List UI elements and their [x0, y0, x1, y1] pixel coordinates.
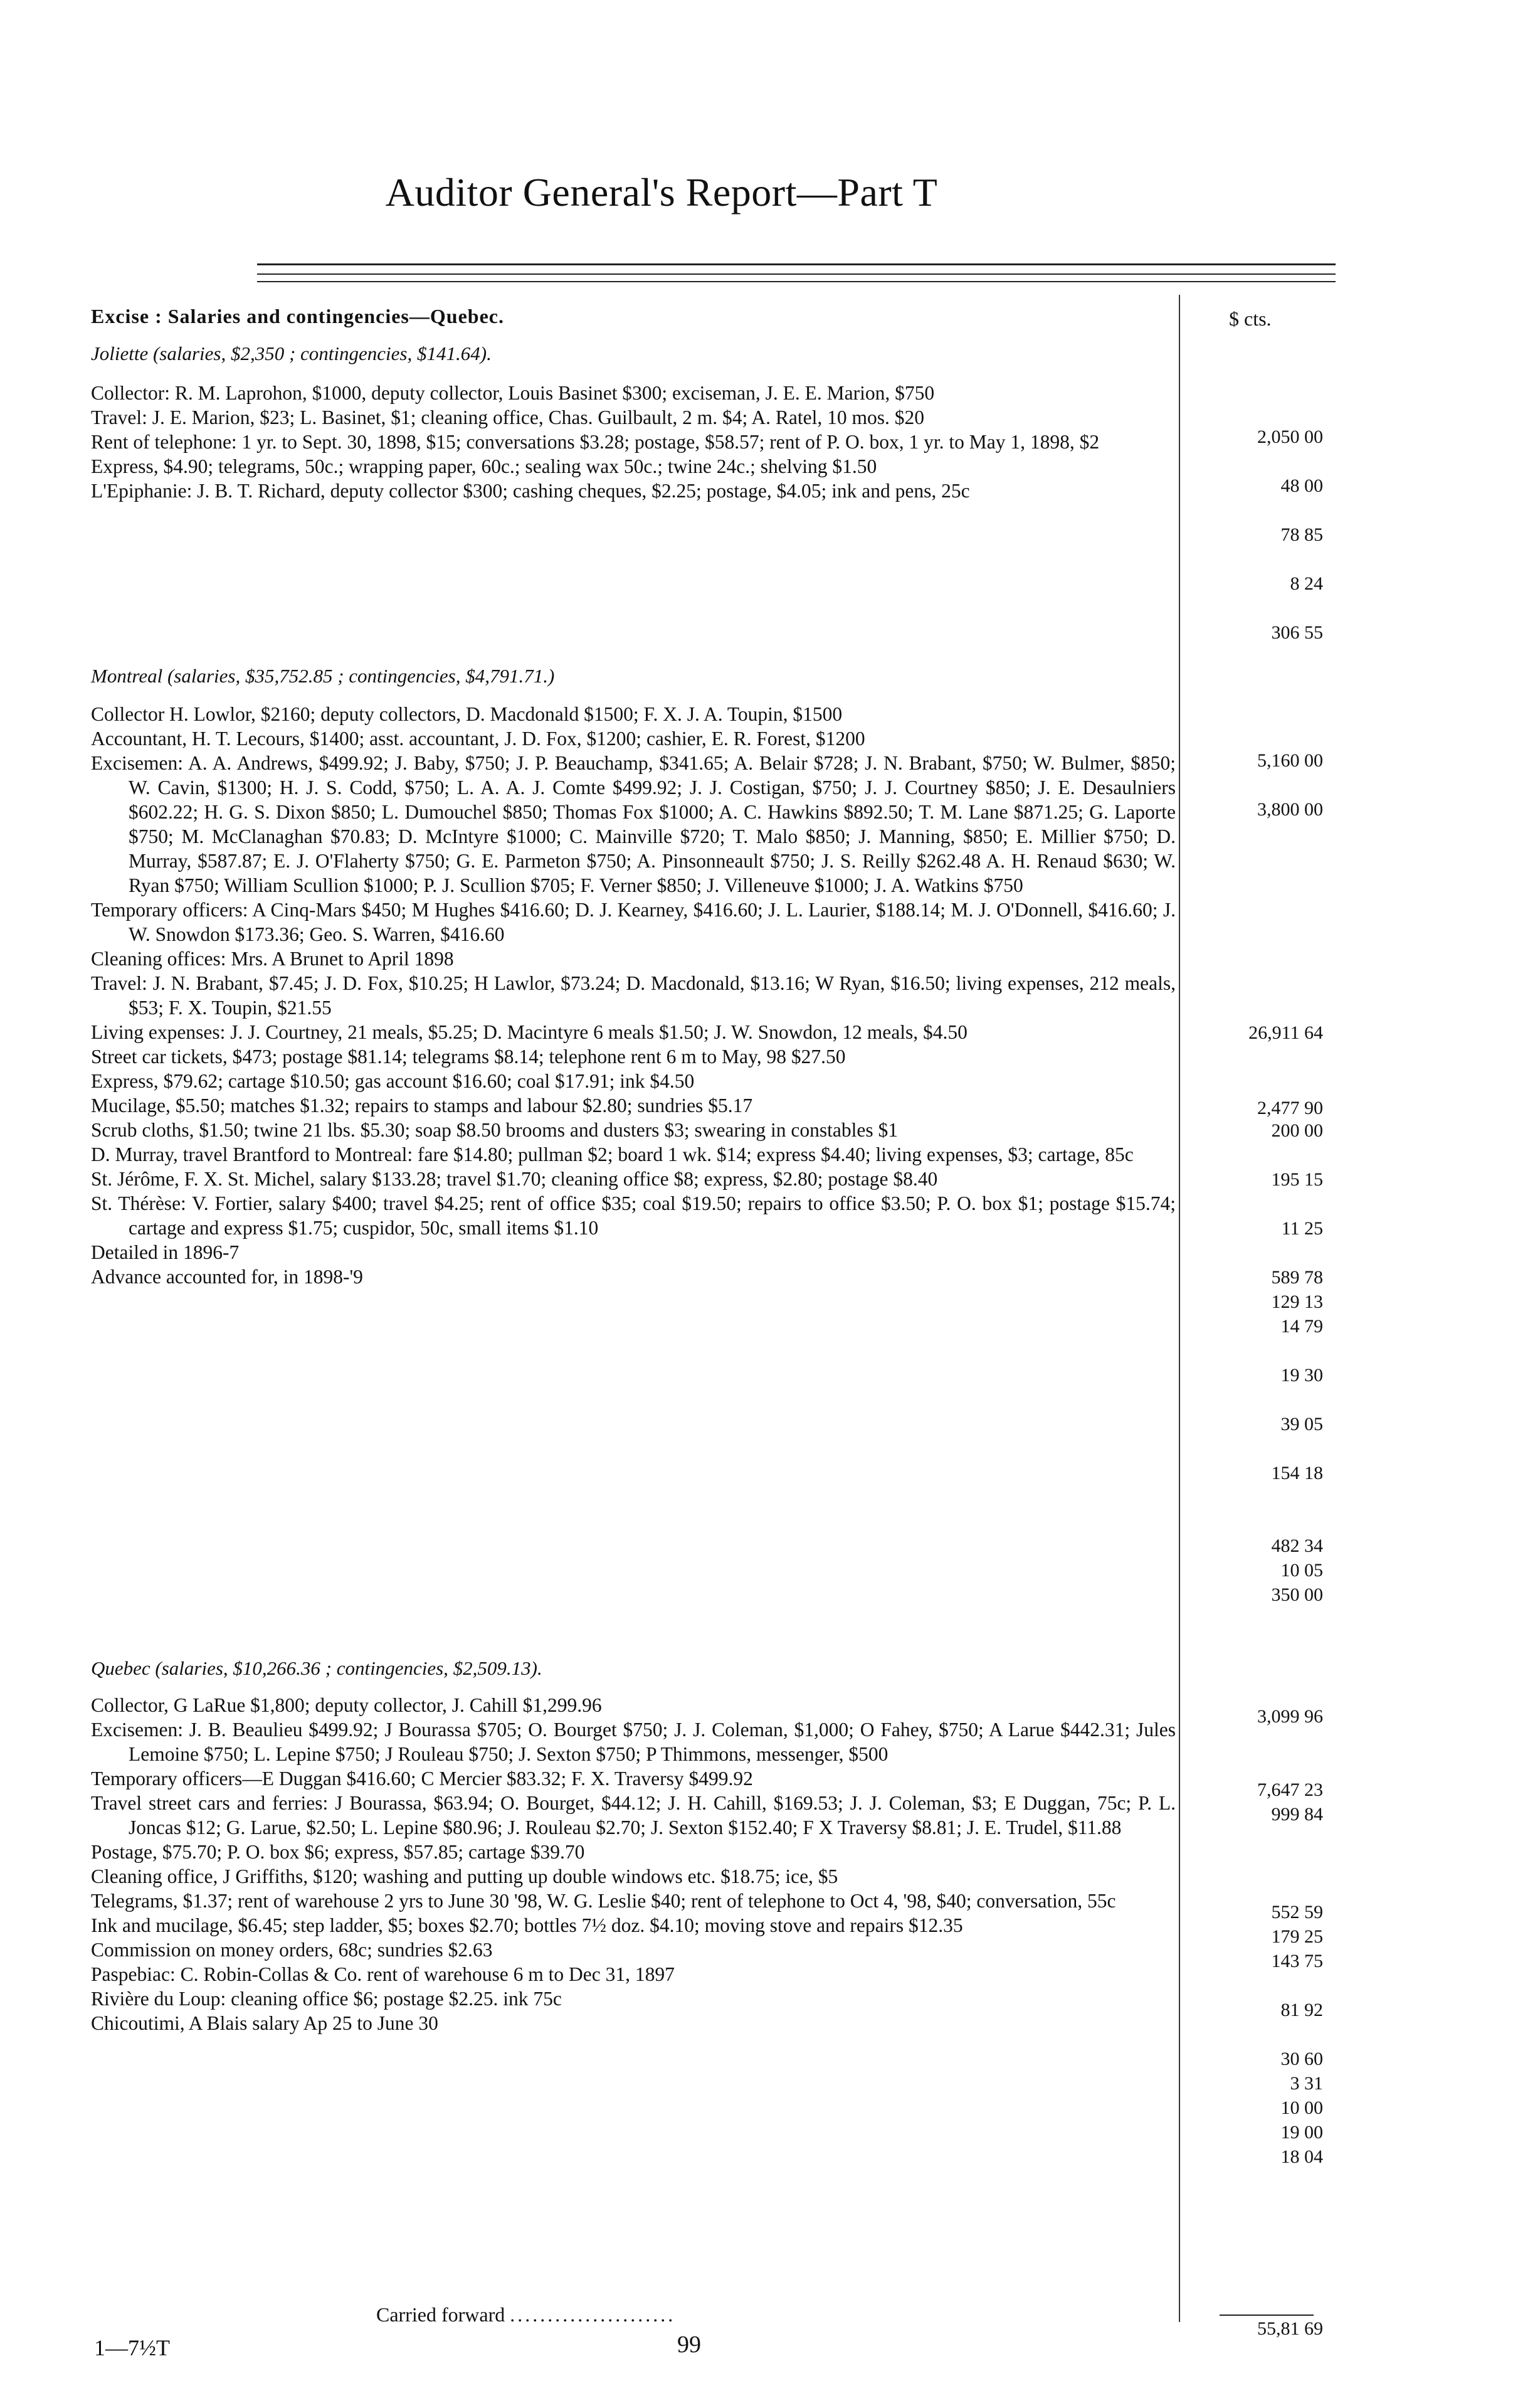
amount: 3,099 96	[1257, 1706, 1323, 1727]
section-subhead-montreal: Montreal (salaries, $35,752.85 ; contingencies, $4,791.71.)	[91, 665, 555, 687]
list-item: Excisemen: A. A. Andrews, $499.92; J. Baby, $750; J. P. Beauchamp, $341.65; A. Belair $728; J. N. Brabant, $750; W. Bulmer, $850; W. Cavin, $1300; H. J. S. Codd, $750; L. A. A. J. Comte $499.92; J. J. Costigan, $750; J. J. Courtney $850; J. E. Desaulniers $602.22; H. G. S. Dixon $850; L. Dumouchel $850; Thomas Fox $1000; A. C. Hawkins $892.50; T. M. Lane $871.25; G. Laporte $750; M. McClanaghan $70.83; D. McIntyre $1000; C. Mainville $720; T. Malo $850; J. Manning, $850; E. Millier $750; D. Murray, $587.87; E. J. O'Flaherty $750; G. E. Parmeton $750; A. Pinsonneault $750; J. S. Reilly $262.48 A. H. Renaud $630; W. Ryan $750; William Scullion $1000; P. J. Scullion $705; F. Verner $850; J. Villeneuve $1000; J. A. Watkins $750	[91, 752, 1176, 896]
list-item: Detailed in 1896-7	[91, 1241, 240, 1263]
header-rule-bottom	[257, 281, 1336, 282]
amount: 2,477 90	[1257, 1098, 1323, 1118]
amount: 200 00	[1271, 1120, 1323, 1141]
total-rule	[1220, 2315, 1314, 2316]
section-joliette	[91, 304, 1176, 503]
amount: 154 18	[1271, 1463, 1323, 1483]
list-item: Mucilage, $5.50; matches $1.32; repairs to stamps and labour $2.80; sundries $5.17	[91, 1095, 753, 1116]
list-item: Scrub cloths, $1.50; twine 21 lbs. $5.30; soap $8.50 brooms and dusters $3; swearing in constables $1	[91, 1119, 898, 1141]
list-item: Advance accounted for, in 1898-'9	[91, 1266, 363, 1288]
list-item: Travel street cars and ferries: J Bourassa, $63.94; O. Bourget, $44.12; J. H. Cahill, $169.53; J. J. Coleman, $3; E Duggan, 75c; P. L. Joncas $12; G. Larue, $2.50; L. Lepine $80.96; J. Rouleau $2.70; J. Sexton $152.40; F X Traversy $8.81; J. E. Trudel, $11.88	[91, 1792, 1176, 1838]
amount: 195 15	[1271, 1169, 1323, 1190]
list-item: Telegrams, $1.37; rent of warehouse 2 yrs to June 30 '98, W. G. Leslie $40; rent of telephone to Oct 4, '98, $40; conversation, 55c	[91, 1890, 1116, 1912]
amount: 306 55	[1271, 622, 1323, 643]
list-item: Collector, G LaRue $1,800; deputy collector, J. Cahill $1,299.96	[91, 1694, 602, 1716]
amount: 2,050 00	[1257, 427, 1323, 447]
amount-column	[1185, 0, 1336, 2381]
list-item: Accountant, H. T. Lecours, $1400; asst. accountant, J. D. Fox, $1200; cashier, E. R. Forest, $1200	[91, 728, 865, 750]
section-heading: Excise : Salaries and contingencies—Quebec.	[91, 305, 504, 327]
amount: 11 25	[1281, 1218, 1323, 1239]
total-amount: 55,81 69	[1257, 2318, 1323, 2339]
list-item: Cleaning office, J Griffiths, $120; washing and putting up double windows etc. $18.75; ice, $5	[91, 1865, 838, 1887]
amount: 26,911 64	[1248, 1022, 1323, 1043]
section-subhead-joliette: Joliette (salaries, $2,350 ; contingencies, $141.64).	[91, 342, 492, 364]
list-item: L'Epiphanie: J. B. T. Richard, deputy collector $300; cashing cheques, $2.25; postage, $4.05; ink and pens, 25c	[91, 480, 970, 502]
list-item: Temporary officers: A Cinq-Mars $450; M Hughes $416.60; D. J. Kearney, $416.60; J. L. Laurier, $188.14; M. J. O'Donnell, $416.60; J. W. Snowdon $173.36; Geo. S. Warren, $416.60	[91, 899, 1176, 945]
amount: 3 31	[1290, 2073, 1323, 2094]
amount: 179 25	[1271, 1926, 1323, 1947]
amount: 10 05	[1280, 1560, 1323, 1581]
list-item: Rivière du Loup: cleaning office $6; postage $2.25. ink 75c	[91, 1988, 562, 2010]
amount: 5,160 00	[1257, 750, 1323, 771]
amount: 129 13	[1271, 1291, 1323, 1312]
amount: 30 60	[1280, 2049, 1323, 2069]
amount: 48 00	[1280, 475, 1323, 496]
section-montreal	[91, 664, 1176, 1289]
amount: 350 00	[1271, 1584, 1323, 1605]
amount: 482 34	[1271, 1535, 1323, 1556]
list-item: St. Thérèse: V. Fortier, salary $400; travel $4.25; rent of office $35; coal $19.50; repairs to office $3.50; P. O. box $1; postage $15.74; cartage and express $1.75; cuspidor, 50c, small items $1.10	[91, 1192, 1176, 1239]
amount: 589 78	[1271, 1267, 1323, 1288]
amount: 78 85	[1280, 524, 1323, 545]
page-number: 99	[677, 2331, 701, 2358]
amount: 999 84	[1271, 1804, 1323, 1825]
carried-forward-label: Carried forward	[376, 2303, 505, 2326]
amount: 143 75	[1271, 1951, 1323, 1971]
amount: 552 59	[1271, 1902, 1323, 1922]
page-title: Auditor General's Report—Part T	[385, 170, 938, 215]
amount-column-divider	[1179, 295, 1180, 2322]
amount: 19 00	[1280, 2122, 1323, 2143]
section-subhead-quebec: Quebec (salaries, $10,266.36 ; contingencies, $2,509.13).	[91, 1657, 542, 1679]
list-item: Rent of telephone: 1 yr. to Sept. 30, 1898, $15; conversations $3.28; postage, $58.57; rent of P. O. box, 1 yr. to May 1, 1898, $2	[91, 431, 1100, 453]
signature-mark: 1—7½T	[94, 2335, 170, 2360]
amount: 39 05	[1280, 1414, 1323, 1434]
amount: 18 04	[1280, 2146, 1323, 2167]
amount: 14 79	[1280, 1316, 1323, 1337]
list-item: Paspebiac: C. Robin-Collas & Co. rent of warehouse 6 m to Dec 31, 1897	[91, 1963, 675, 1985]
amount: 8 24	[1290, 573, 1323, 594]
list-item: Street car tickets, $473; postage $81.14; telegrams $8.14; telephone rent 6 m to May, 98 $27.50	[91, 1046, 846, 1068]
list-item: Ink and mucilage, $6.45; step ladder, $5; boxes $2.70; bottles 7½ doz. $4.10; moving stove and repairs $12.35	[91, 1914, 963, 1936]
list-item: Travel: J. E. Marion, $23; L. Basinet, $1; cleaning office, Chas. Guilbault, 2 m. $4; A. Ratel, 10 mos. $20	[91, 406, 924, 428]
list-item: Collector: R. M. Laprohon, $1000, deputy collector, Louis Basinet $300; exciseman, J. E. E. Marion, $750	[91, 382, 935, 404]
list-item: Express, $79.62; cartage $10.50; gas account $16.60; coal $17.91; ink $4.50	[91, 1070, 695, 1092]
list-item: Postage, $75.70; P. O. box $6; express, $57.85; cartage $39.70	[91, 1841, 585, 1863]
amount: 10 00	[1280, 2097, 1323, 2118]
list-item: St. Jérôme, F. X. St. Michel, salary $133.28; travel $1.70; cleaning office $8; express, $2.80; postage $8.40	[91, 1168, 938, 1190]
list-item: Excisemen: J. B. Beaulieu $499.92; J Bourassa $705; O. Bourget $750; J. J. Coleman, $1,000; O Fahey, $750; A Larue $442.31; Jules Lemoine $750; L. Lepine $750; J Rouleau $750; J. Sexton $750; P Thimmons, messenger, $500	[91, 1719, 1176, 1765]
amount: 3,800 00	[1257, 799, 1323, 820]
amount: 81 92	[1280, 2000, 1323, 2020]
units-heading: $ cts.	[1229, 307, 1272, 330]
amount: 19 30	[1280, 1365, 1323, 1386]
header-rule-top	[257, 263, 1336, 265]
header-rule-middle	[257, 273, 1336, 275]
list-item: Living expenses: J. J. Courtney, 21 meals, $5.25; D. Macintyre 6 meals $1.50; J. W. Snowdon, 12 meals, $4.50	[91, 1021, 968, 1043]
amount: 7,647 23	[1257, 1779, 1323, 1800]
list-item: D. Murray, travel Brantford to Montreal: fare $14.80; pullman $2; board 1 wk. $14; express $4.40; living expenses, $3; cartage, 85c	[91, 1143, 1134, 1165]
list-item: Chicoutimi, A Blais salary Ap 25 to June 30	[91, 2012, 438, 2034]
section-quebec	[91, 1656, 1176, 2035]
list-item: Collector H. Lowlor, $2160; deputy collectors, D. Macdonald $1500; F. X. J. A. Toupin, $1500	[91, 703, 843, 725]
list-item: Commission on money orders, 68c; sundries $2.63	[91, 1939, 493, 1961]
list-item: Temporary officers—E Duggan $416.60; C Mercier $83.32; F. X. Traversy $499.92	[91, 1768, 753, 1790]
list-item: Travel: J. N. Brabant, $7.45; J. D. Fox, $10.25; H Lawlor, $73.24; D. Macdonald, $13.16; W Ryan, $16.50; living expenses, 212 meals, $53; F. X. Toupin, $21.55	[91, 972, 1176, 1019]
carried-forward: Carried forward ......................	[376, 2303, 676, 2326]
list-item: Cleaning offices: Mrs. A Brunet to April 1898	[91, 948, 454, 970]
list-item: Express, $4.90; telegrams, 50c.; wrapping paper, 60c.; sealing wax 50c.; twine 24c.; shelving $1.50	[91, 455, 877, 477]
